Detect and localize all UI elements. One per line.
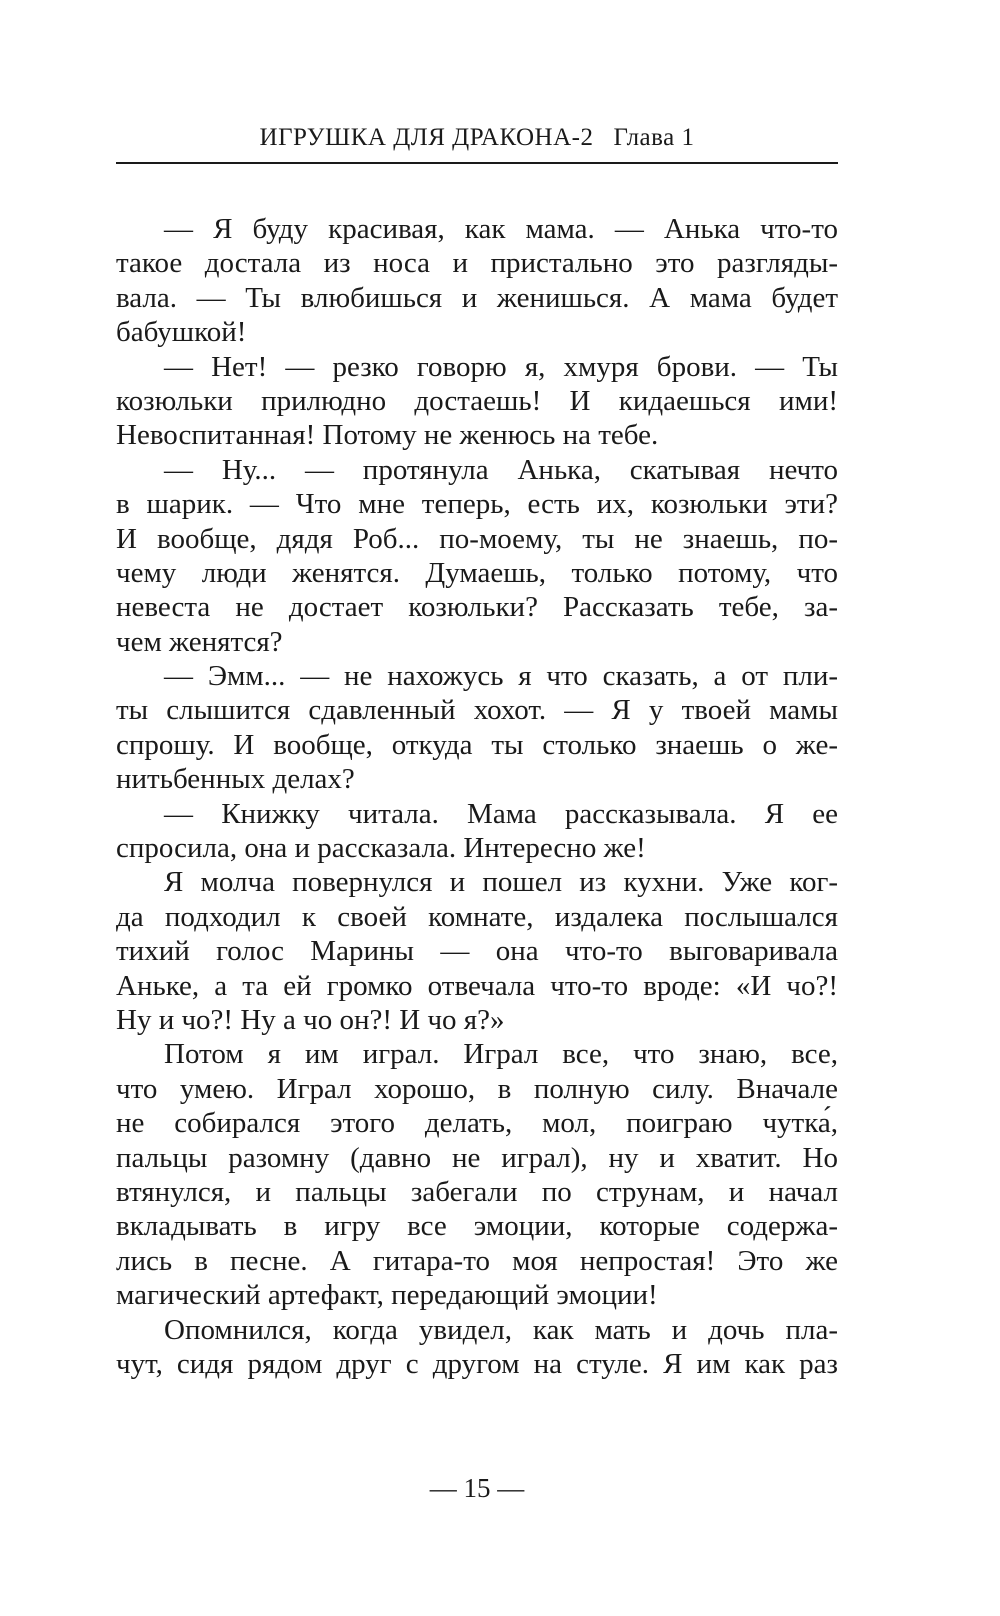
- body-text: [116, 212, 838, 1381]
- text-line: чему люди женятся. Думаешь, только потому, что: [116, 556, 838, 589]
- text-line: козюльки прилюдно достаешь! И кидаешься ими!: [116, 384, 838, 417]
- text-line: чем женятся?: [116, 625, 283, 658]
- text-line: нитьбенных делах?: [116, 763, 355, 796]
- text-line: спросила, она и рассказала. Интересно же!: [116, 832, 646, 865]
- text-line: Ну и чо?! Ну а чо он?! И чо я?»: [116, 1003, 505, 1036]
- text-line: такое достала из носа и пристально это разгляды-: [116, 247, 838, 280]
- page-number: — 15 —: [429, 1473, 525, 1503]
- text-line: тихий голос Марины — она что-то выговаривала: [116, 935, 838, 968]
- text-line: Я молча повернулся и пошел из кухни. Уже ког-: [164, 866, 838, 899]
- text-line: да подходил к своей комнате, издалека послышался: [116, 900, 838, 933]
- text-line: — Я буду красивая, как мама. — Анька что-то: [164, 213, 838, 245]
- header-rule: [116, 162, 838, 164]
- text-line: спрошу. И вообще, откуда ты столько знаешь о же-: [116, 728, 838, 761]
- text-line: бабушкой!: [116, 316, 247, 349]
- text-line: невеста не достает козюльки? Рассказать тебе, за-: [116, 591, 838, 624]
- text-line: лись в песне. А гитара-то моя непростая! Это же: [116, 1244, 838, 1277]
- text-line: чут, сидя рядом друг с другом на стуле. Я им как раз: [116, 1347, 838, 1380]
- text-line: втянулся, и пальцы забегали по струнам, и начал: [116, 1175, 838, 1208]
- text-line: Потом я им играл. Играл все, что знаю, все,: [164, 1038, 838, 1071]
- text-line: в шарик. — Что мне теперь, есть их, козюльки эти?: [116, 488, 838, 521]
- text-line: И вообще, дядя Роб... по-моему, ты не знаешь, по-: [116, 522, 838, 555]
- text-line: Невоспитанная! Потому не женюсь на тебе.: [116, 419, 659, 452]
- text-line: ты слышится сдавленный хохот. — Я у твоей мамы: [116, 694, 838, 727]
- text-line: пальцы разомну (давно не играл), ну и хватит. Но: [116, 1141, 838, 1174]
- book-title: ИГРУШКА ДЛЯ ДРАКОНА-2: [259, 124, 594, 151]
- text-line: — Нет! — резко говорю я, хмуря брови. — Ты: [164, 350, 838, 383]
- text-line: не собирался этого делать, мол, поиграю чутка́,: [116, 1107, 838, 1140]
- text-line: Опомнился, когда увидел, как мать и дочь пла-: [164, 1313, 838, 1346]
- running-head: [116, 124, 838, 164]
- text-line: — Эмм... — не нахожусь я что сказать, а от пли-: [164, 660, 838, 693]
- text-line: вкладывать в игру все эмоции, которые содержа-: [116, 1210, 838, 1243]
- text-line: — Книжку читала. Мама рассказывала. Я ее: [164, 797, 838, 830]
- text-line: — Ну... — протянула Анька, скатывая нечто: [164, 453, 838, 486]
- text-line: вала. — Ты влюбишься и женишься. А мама будет: [116, 281, 838, 314]
- text-line: магический артефакт, передающий эмоции!: [116, 1279, 658, 1312]
- text-line: Аньке, а та ей громко отвечала что-то вроде: «И чо?!: [116, 969, 838, 1002]
- text-line: что умею. Играл хорошо, в полную силу. Вначале: [116, 1072, 838, 1105]
- chapter-label: Глава 1: [613, 124, 695, 151]
